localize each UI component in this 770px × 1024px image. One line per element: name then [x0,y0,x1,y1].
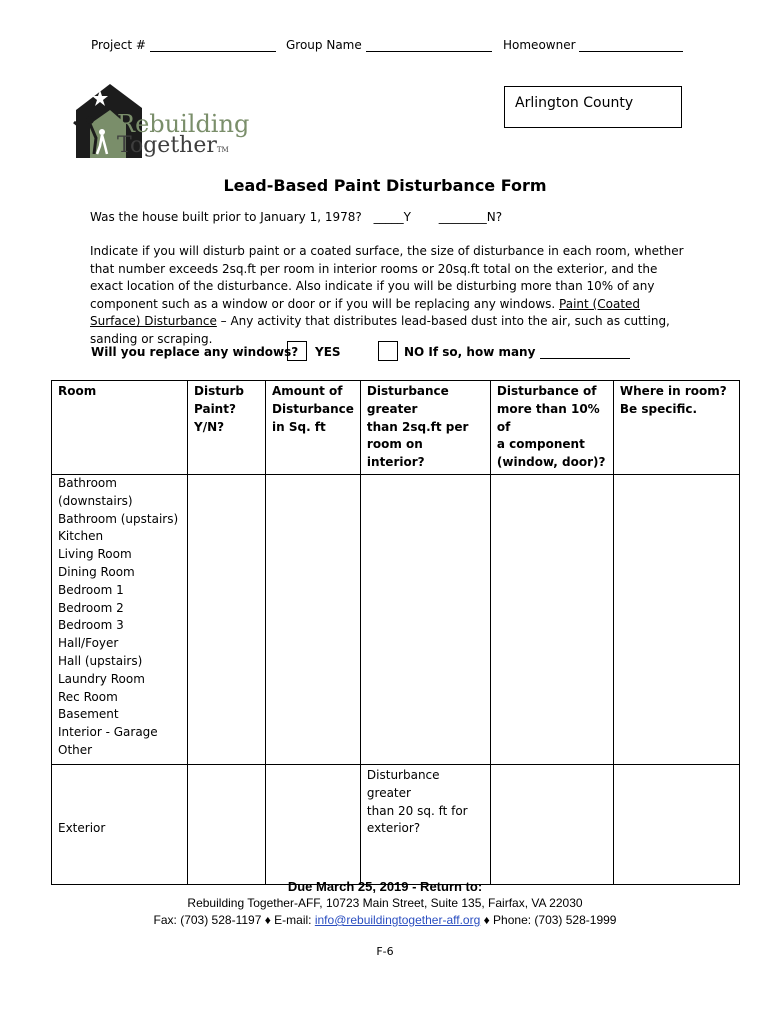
header-10-percent: Disturbance of more than 10% of a component (window, door)? [490,381,613,475]
no-blank[interactable]: ________N? [438,210,503,224]
no-label: NO If so, how many [404,345,630,359]
homeowner-input[interactable] [579,39,683,52]
header-disturb-paint: Disturb Paint? Y/N? [188,381,266,475]
exterior-row [52,764,740,884]
phone-text: ♦ Phone: (703) 528-1999 [480,913,617,927]
where-cell[interactable] [613,474,739,764]
built-before-1978-question [90,210,502,224]
exterior-disturb-cell[interactable] [188,764,266,884]
header-amount: Amount of Disturbance in Sq. ft [266,381,361,475]
yes-checkbox[interactable] [287,341,307,361]
room-list [52,474,188,764]
amount-cell[interactable] [266,474,361,764]
list-item: Rec Room [58,689,118,704]
form-title: Lead-Based Paint Disturbance Form [223,176,547,195]
list-item: Interior - Garage [58,725,158,740]
question-text: Was the house built prior to January 1, 1978? [90,210,362,224]
list-item: Bedroom 3 [58,618,124,633]
yes-blank[interactable]: _____Y [373,210,411,224]
exterior-10-percent-cell[interactable] [490,764,613,884]
list-item: Hall (upstairs) [58,653,143,668]
disturbance-table [51,380,740,885]
list-item: Basement [58,707,119,722]
list-item: Dining Room [58,564,135,579]
list-item: (downstairs) [58,493,133,508]
email-link[interactable]: info@rebuildingtogether-aff.org [314,913,481,927]
logo-text-rebuilding: Rebuilding [117,110,250,138]
yes-label: YES [315,345,341,359]
logo-text-together: TogetherTM [117,133,229,158]
greater-2sqft-cell[interactable] [360,474,490,764]
project-label: Project # [91,38,146,52]
windows-question: Will you replace any windows? [91,345,299,359]
list-item: Other [58,742,93,757]
county-box: Arlington County [504,86,682,128]
contact-line [0,913,770,927]
header-room: Room [52,381,188,475]
no-checkbox[interactable] [378,341,398,361]
page-number: F-6 [376,945,394,958]
list-item: Laundry Room [58,671,145,686]
list-item: Bathroom (upstairs) [58,511,179,526]
list-item: Bedroom 2 [58,600,124,615]
list-item: Living Room [58,547,132,562]
header-where: Where in room? Be specific. [613,381,739,475]
list-item: Hall/Foyer [58,636,119,651]
exterior-amount-cell[interactable] [266,764,361,884]
interior-row [52,474,740,764]
project-input[interactable] [150,39,276,52]
instructions-paragraph: Indicate if you will disturb paint or a coated surface, the size of disturbance in each room, whether that number exceeds 2sq.ft per room in interior rooms or 20sq.ft total on the exterior, and the exact location of the disturbance. Also indicate if you will be disturbing more than 10% of any component such as a window or door or if you will be replacing any windows. Paint (Coated Surface) Disturbance – Any activity that distributes lead-based dust into the air, such as cutting, sanding or scraping. [90,244,684,346]
homeowner-label: Homeowner [503,38,576,52]
project-field [91,38,276,52]
exterior-question-cell: Disturbance greater than 20 sq. ft for exterior? [360,764,490,884]
homeowner-field [503,38,683,52]
disturb-paint-cell[interactable] [188,474,266,764]
header-greater-2sqft: Disturbance greater than 2sq.ft per room on interior? [360,381,490,475]
group-input[interactable] [366,39,492,52]
group-field [286,38,492,52]
due-date: Due March 25, 2019 - Return to: [287,879,483,894]
list-item: Bedroom 1 [58,582,124,597]
list-item: Bathroom [58,475,117,490]
definition-term: Paint (Coated Surface) Disturbance [90,296,641,329]
exterior-label: Exterior [58,820,106,835]
exterior-room-cell [52,764,188,884]
group-label: Group Name [286,38,362,52]
10-percent-cell[interactable] [490,474,613,764]
table-header-row [52,381,740,475]
list-item: Kitchen [58,529,104,544]
how-many-input[interactable] [540,346,630,359]
fax-text: Fax: (703) 528-1197 ♦ E-mail: [153,913,315,927]
return-address: Rebuilding Together-AFF, 10723 Main Street, Suite 135, Fairfax, VA 22030 [187,896,583,910]
exterior-where-cell[interactable] [613,764,739,884]
